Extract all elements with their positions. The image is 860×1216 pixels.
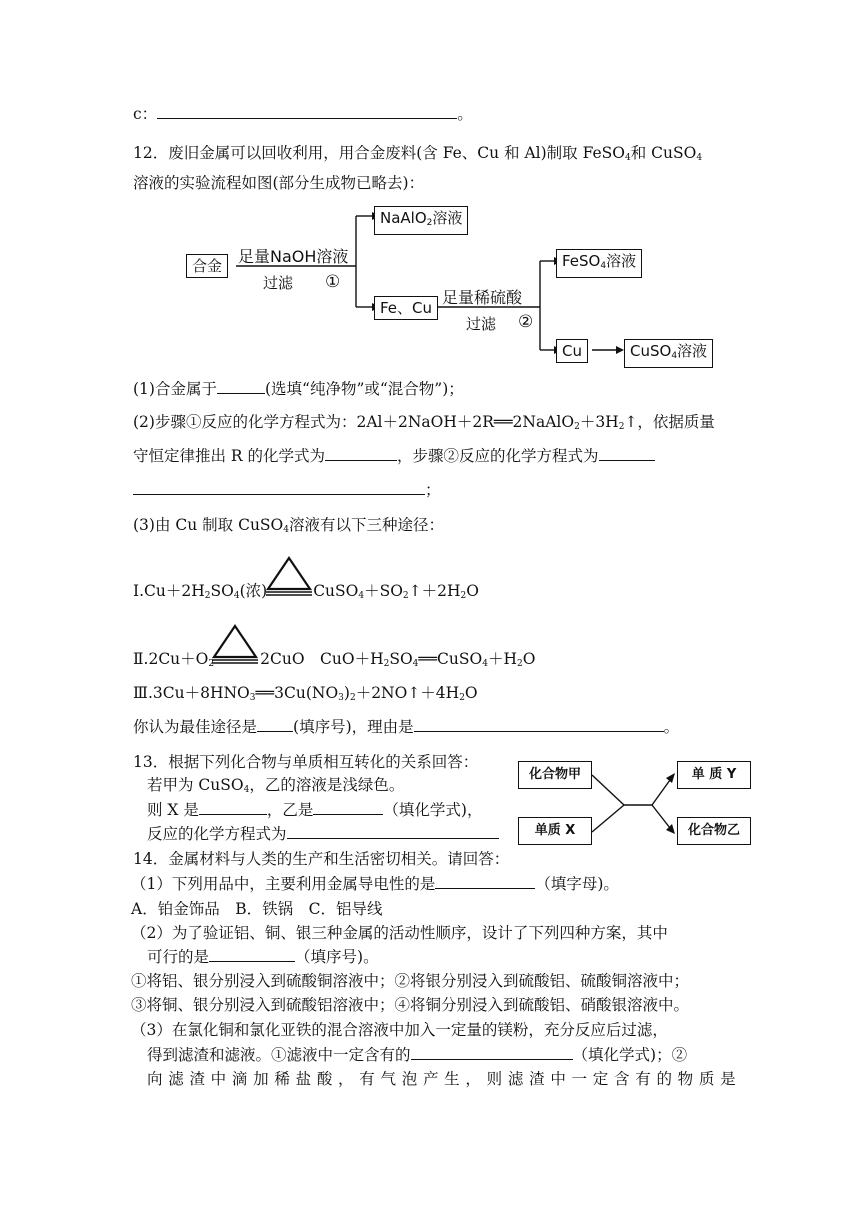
- q14-sub3-line3: 向 滤 渣 中 滴 加 稀 盐 酸 ， 有 气 泡 产 生 ， 则 滤 渣 中 一 定 含 有 的 物 质 是: [147, 1070, 737, 1088]
- q13-line4: 反应的化学方程式为: [147, 824, 499, 844]
- route-2: $Ⅱ.2Cu+O_2$ 2CuO $CuO+H_2SO_4══CuSO_4+H_2O$: [133, 650, 536, 669]
- step1-number: ①: [325, 272, 341, 292]
- q12-part2-line2: 守恒定律推出 R 的化学式为 ，步骤②反应的化学方程式为: [133, 446, 655, 466]
- q11-c-line: c： 。: [133, 105, 473, 123]
- q14-sub2-line1: （2）为了验证铝、铜、银三种金属的活动性顺序，设计了下列四种方案，其中: [131, 924, 668, 942]
- alloy-box: 合金: [186, 254, 228, 278]
- cu-box: Cu: [556, 339, 588, 363]
- q14-options: A．铂金饰品 B．铁锅 C．铝导线: [131, 900, 383, 918]
- answer-blank[interactable]: [435, 874, 535, 889]
- q12-part3: (3)由 Cu 制取 CuSO$_4$溶液有以下三种途径：: [133, 516, 444, 535]
- step2-filter: 过滤: [466, 315, 497, 333]
- q14-sub2-line2: 可行的是 （填序号)。: [147, 948, 379, 966]
- step2-reagent: 足量稀硫酸: [442, 288, 523, 307]
- q12-part2-line1: (2)步骤①反应的化学方程式为：$2Al+2NaOH+2R══2NaAlO_2+3H_2↑$，依据质量: [133, 413, 715, 432]
- q14-sub3-line1: （3）在氯化铜和氯化亚铁的混合溶液中加入一定量的镁粉，充分反应后过滤，: [131, 1021, 668, 1039]
- q13-line1: 13．根据下列化合物与单质相互转化的关系回答：: [133, 753, 479, 771]
- answer-blank[interactable]: [209, 947, 295, 962]
- fecu-box: Fe、Cu: [374, 296, 438, 320]
- q13-line2: 若甲为 CuSO$_4$，乙的溶液是浅绿色。: [147, 776, 405, 795]
- step1-filter: 过滤: [263, 274, 294, 292]
- q12-intro-line2: 溶液的实验流程如图(部分生成物已略去)：: [133, 174, 425, 192]
- element-y-box: 单 质 Y: [677, 761, 751, 789]
- step2-number: ②: [518, 312, 534, 332]
- q14-sub3-line2: 得到滤渣和滤液。①滤液中一定含有的 （填化学式)；②: [147, 1046, 688, 1064]
- element-x-box: 单质 X: [518, 817, 592, 845]
- best-route-line: 你认为最佳途径是 (填序号)，理由是 。: [133, 718, 680, 736]
- q14-sub1: （1）下列用品中，主要利用金属导电性的是 （填字母)。: [131, 875, 619, 893]
- q12-part2-line3: ；: [133, 480, 441, 500]
- compound-jia-box: 化合物甲: [518, 761, 592, 789]
- naalo2-box: NaAlO$_2$溶液: [374, 206, 468, 235]
- compound-yi-box: 化合物乙: [677, 817, 751, 845]
- q14-sub2-line4: ③将铜、银分别浸入到硫酸铝溶液中；④将铜分别浸入到硫酸铝、硝酸银溶液中。: [131, 996, 690, 1014]
- feso4-box: FeSO$_4$溶液: [556, 249, 642, 278]
- q14-sub2-line3: ①将铝、银分别浸入到硫酸铜溶液中；②将银分别浸入到硫酸铝、硫酸铜溶液中；: [131, 972, 690, 990]
- route-1: $Ⅰ.Cu+2H_2SO_4$(浓) $CuSO_4+SO_2↑+2H_2O$: [133, 582, 479, 601]
- q12-part1: (1)合金属于 (选填“纯净物”或“混合物”)；: [133, 380, 464, 398]
- cuso4-box: CuSO$_4$溶液: [624, 339, 713, 368]
- q14-line1: 14．金属材料与人类的生产和生活密切相关。请回答：: [133, 850, 510, 868]
- step1-reagent: 足量NaOH溶液: [238, 247, 349, 266]
- q13-line3: 则 X 是 ，乙是 （填化学式)，: [147, 801, 483, 819]
- answer-blank[interactable]: [411, 1045, 573, 1060]
- q12-intro-line1: 12．废旧金属可以回收利用，用合金废料(含 Fe、Cu 和 Al)制取 FeSO$_4$和 CuSO$_4$: [133, 144, 703, 163]
- route-3: $Ⅲ.3Cu+8HNO_3══3Cu(NO_3)_2+2NO↑+4H_2O$: [133, 684, 478, 703]
